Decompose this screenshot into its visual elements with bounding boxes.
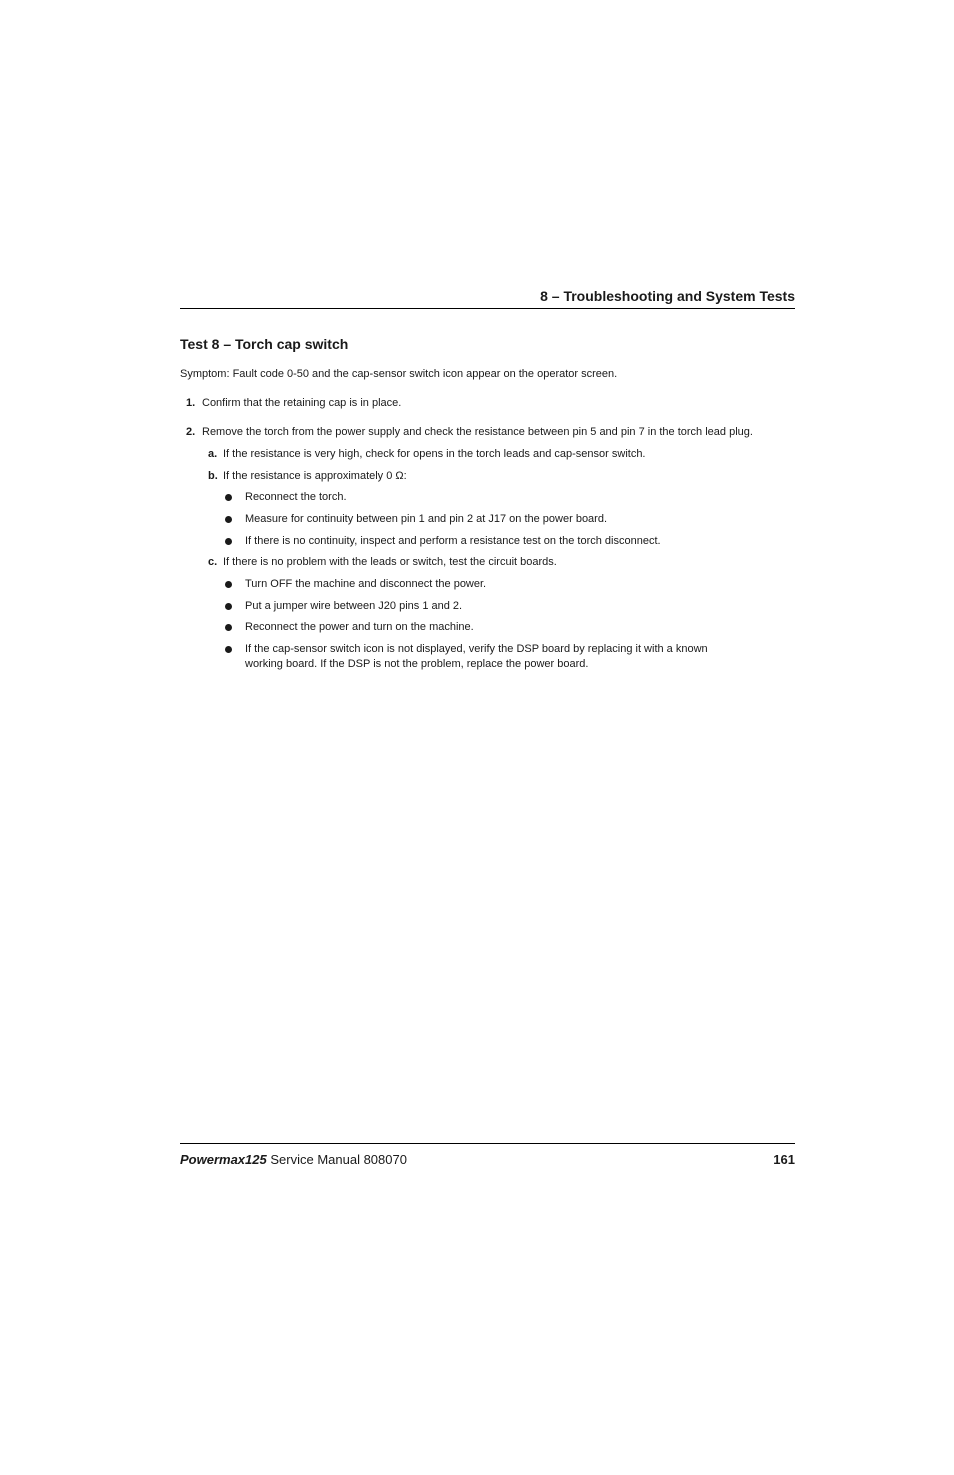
page-number: 161: [773, 1152, 795, 1167]
bullet-text: If there is no continuity, inspect and perform a resistance test on the torch disconnect.: [245, 535, 661, 547]
bullet-text: Put a jumper wire between J20 pins 1 and 2.: [245, 600, 463, 612]
substep-letter: a.: [208, 448, 218, 460]
header-divider: [180, 308, 795, 309]
bullet-text: Measure for continuity between pin 1 and pin 2 at J17 on the power board.: [245, 513, 608, 525]
bullet-text: If the cap-sensor switch icon is not displayed, verify the DSP board by replacing it with a known: [245, 643, 708, 655]
substep-text: If the resistance is very high, check for opens in the torch leads and cap-sensor switch.: [223, 448, 646, 460]
step-text: Confirm that the retaining cap is in place.: [202, 397, 402, 409]
bullet-icon: [225, 538, 232, 545]
bullet-icon: [225, 624, 232, 631]
step-text: Remove the torch from the power supply and check the resistance between pin 5 and pin 7 in the torch lead plug.: [202, 426, 753, 438]
symptom-text: Symptom: Fault code 0-50 and the cap-sensor switch icon appear on the operator screen.: [180, 368, 618, 380]
bullet-icon: [225, 646, 232, 653]
bullet-text: Turn OFF the machine and disconnect the power.: [245, 578, 487, 590]
substep-letter: b.: [208, 470, 218, 482]
bullet-text: Reconnect the power and turn on the machine.: [245, 621, 474, 633]
footer-manual: Service Manual 808070: [270, 1152, 407, 1167]
step-number: 1.: [186, 397, 196, 409]
footer-product: Powermax125: [180, 1152, 267, 1167]
step-number: 2.: [186, 426, 196, 438]
section-title: Test 8 – Torch cap switch: [180, 336, 349, 352]
chapter-title: 8 – Troubleshooting and System Tests: [540, 288, 795, 304]
substep-text: If there is no problem with the leads or switch, test the circuit boards.: [223, 556, 557, 568]
footer-left: [180, 1152, 407, 1167]
bullet-icon: [225, 516, 232, 523]
substep-letter: c.: [208, 556, 218, 568]
substep-text: If the resistance is approximately 0 Ω:: [223, 470, 407, 482]
bullet-icon: [225, 494, 232, 501]
bullet-icon: [225, 581, 232, 588]
bullet-icon: [225, 603, 232, 610]
footer-divider: [180, 1143, 795, 1144]
bullet-text: Reconnect the torch.: [245, 491, 347, 503]
bullet-text: working board. If the DSP is not the problem, replace the power board.: [245, 658, 589, 670]
